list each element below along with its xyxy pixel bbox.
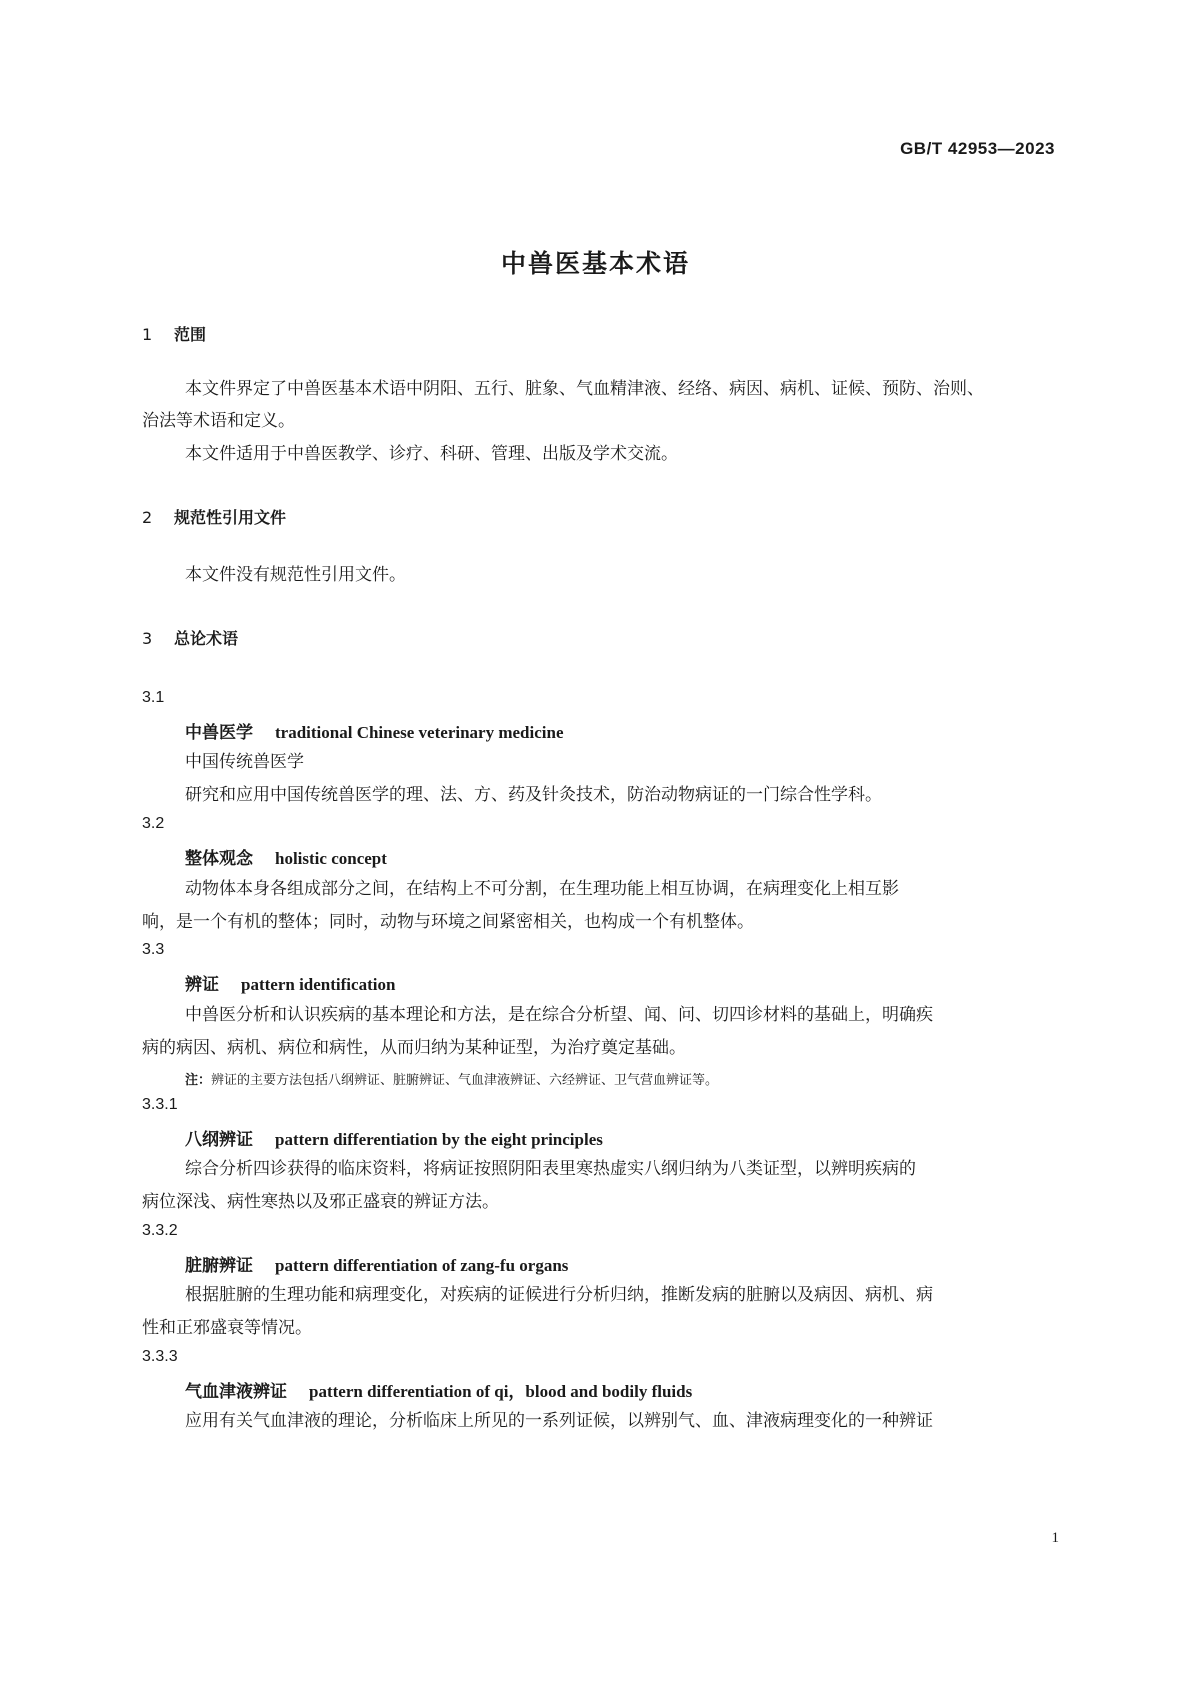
term-heading (185, 1125, 603, 1150)
term-zh: 脏腑辨证 (185, 1256, 253, 1276)
standard-number: GB/T 42953—2023 (900, 139, 1055, 158)
term-number: 3.2 (142, 815, 165, 832)
page-title: 中兽医基本术语 (500, 249, 690, 278)
term-definition-line-2: 响，是一个有机的整体；同时，动物与环境之间紧密相关，也构成一个有机整体。 (142, 912, 754, 932)
scope-paragraph-2: 本文件适用于中兽医教学、诊疗、科研、管理、出版及学术交流。 (185, 444, 678, 464)
term-definition-line-1: 应用有关气血津液的理论，分析临床上所见的一系列证候，以辨别气、血、津液病理变化的一种辨证 (185, 1411, 933, 1431)
section-number: 2 (142, 508, 153, 527)
term-number: 3.3.2 (142, 1222, 178, 1239)
term-definition-line-1: 综合分析四诊获得的临床资料，将病证按照阴阳表里寒热虚实八纲归纳为八类证型，以辨明疾病的 (185, 1159, 916, 1179)
note-label: 注： (185, 1073, 212, 1088)
term-en: pattern identification (241, 975, 396, 994)
term-definition-line-1: 根据脏腑的生理功能和病理变化，对疾病的证候进行分析归纳，推断发病的脏腑以及病因、病机、病 (185, 1285, 933, 1305)
term-zh: 辨证 (185, 975, 219, 995)
term-heading (185, 1377, 692, 1402)
term-definition-line-1: 研究和应用中国传统兽医学的理、法、方、药及针灸技术，防治动物病证的一门综合性学科。 (185, 785, 882, 805)
normative-paragraph: 本文件没有规范性引用文件。 (185, 565, 406, 585)
term-note (185, 1069, 718, 1088)
term-en: pattern differentiation by the eight principles (275, 1130, 603, 1149)
term-en: traditional Chinese veterinary medicine (275, 723, 564, 742)
section-heading-2 (142, 505, 286, 528)
term-heading (185, 970, 395, 995)
term-number: 3.3 (142, 941, 165, 958)
term-heading (185, 1251, 568, 1276)
term-definition-line-2: 病的病因、病机、病位和病性，从而归纳为某种证型，为治疗奠定基础。 (142, 1038, 686, 1058)
note-text: 辨证的主要方法包括八纲辨证、脏腑辨证、气血津液辨证、六经辨证、卫气营血辨证等。 (211, 1073, 719, 1088)
section-number: 3 (142, 629, 153, 648)
term-heading (185, 844, 387, 869)
term-zh: 八纲辨证 (185, 1130, 253, 1150)
term-definition-line-1: 动物体本身各组成部分之间，在结构上不可分割，在生理功能上相互协调，在病理变化上相互影 (185, 879, 899, 899)
section-heading-1 (142, 322, 206, 345)
term-definition-line-2: 性和正邪盛衰等情况。 (142, 1318, 312, 1338)
term-zh: 整体观念 (185, 849, 253, 869)
section-title: 范围 (174, 325, 207, 344)
term-en: holistic concept (275, 849, 387, 868)
section-title: 总论术语 (174, 629, 239, 648)
section-number: 1 (142, 325, 153, 344)
term-zh: 中兽医学 (185, 723, 253, 743)
term-number: 3.1 (142, 689, 165, 706)
scope-paragraph-1-line-2: 治法等术语和定义。 (142, 411, 295, 431)
term-heading (185, 718, 564, 743)
page-number: 1 (1051, 1530, 1059, 1546)
term-definition-line-1: 中兽医分析和认识疾病的基本理论和方法，是在综合分析望、闻、问、切四诊材料的基础上，明确疾 (185, 1005, 933, 1025)
term-zh: 气血津液辨证 (185, 1382, 287, 1402)
term-number: 3.3.3 (142, 1348, 178, 1365)
scope-paragraph-1-line-1: 本文件界定了中兽医基本术语中阴阳、五行、脏象、气血精津液、经络、病因、病机、证候、预防、治则、 (185, 379, 984, 399)
term-en: pattern differentiation of qi，blood and bodily fluids (309, 1382, 693, 1401)
section-title: 规范性引用文件 (174, 508, 287, 527)
term-definition-line-2: 病位深浅、病性寒热以及邪正盛衰的辨证方法。 (142, 1192, 499, 1212)
term-synonym: 中国传统兽医学 (185, 752, 304, 772)
term-en: pattern differentiation of zang-fu organs (275, 1256, 569, 1275)
term-number: 3.3.1 (142, 1096, 178, 1113)
section-heading-3 (142, 626, 238, 649)
